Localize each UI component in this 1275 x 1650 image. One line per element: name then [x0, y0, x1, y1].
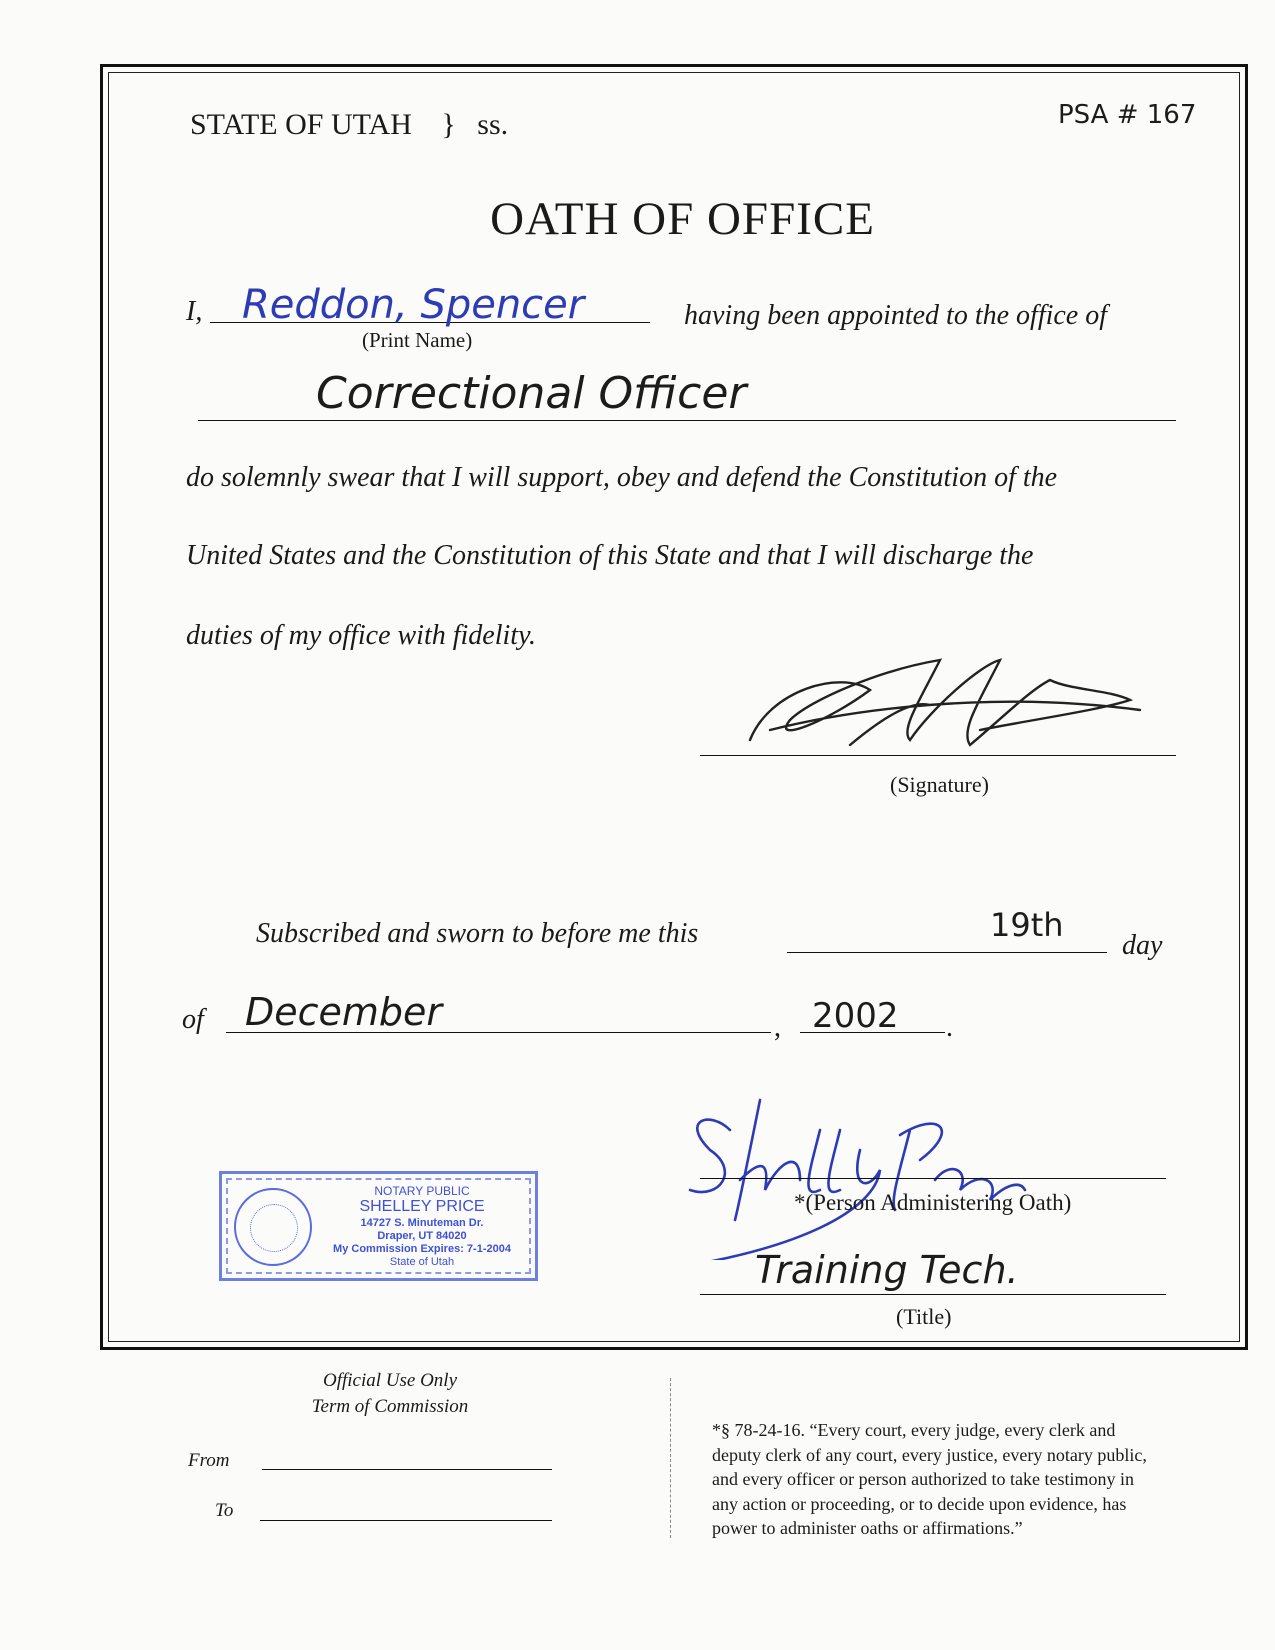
footnote-line-3: and every officer or person authorized to take testimony in: [712, 1469, 1135, 1489]
administering-caption: *(Person Administering Oath): [794, 1190, 1072, 1215]
stamp-line-1: NOTARY PUBLIC: [374, 1184, 470, 1198]
oath-body-line-2: United States and the Constitution of this State and that I will discharge the: [186, 540, 1034, 571]
of-label: of: [182, 1004, 204, 1035]
document-title: OATH OF OFFICE: [490, 193, 875, 245]
month-value: December: [245, 990, 443, 1034]
i-label: I,: [186, 296, 203, 327]
oath-body-line-3: duties of my office with fidelity.: [186, 620, 536, 651]
term-of-commission-heading: Term of Commission: [311, 1396, 469, 1417]
ss-label: ss.: [477, 108, 509, 141]
statute-footnote: [712, 1418, 1147, 1541]
title-caption: (Title): [896, 1304, 952, 1329]
appointed-text: having been appointed to the office of: [684, 300, 1108, 331]
to-line: [260, 1520, 552, 1521]
stamp-line-6: State of Utah: [389, 1256, 455, 1268]
stamp-line-2: SHELLEY PRICE: [359, 1198, 485, 1215]
administering-line: [700, 1178, 1166, 1179]
to-label: To: [215, 1500, 234, 1521]
office-line: [198, 420, 1176, 421]
title-value: Training Tech.: [755, 1248, 1019, 1292]
stamp-line-3: 14727 S. Minuteman Dr.: [360, 1217, 484, 1229]
official-use-heading: Official Use Only: [322, 1370, 458, 1391]
state-heading: [190, 108, 508, 142]
document-number: PSA # 167: [1058, 100, 1197, 130]
day-label: day: [1122, 930, 1163, 961]
print-name-value: Reddon, Spencer: [242, 282, 585, 328]
print-name-caption: (Print Name): [362, 328, 473, 352]
state-seal-icon: [234, 1188, 312, 1266]
footnote-line-5: power to administer oaths or affirmations.”: [712, 1518, 1023, 1538]
period: .: [946, 1012, 953, 1043]
oath-body-line-1: do solemnly swear that I will support, obey and defend the Constitution of the: [186, 462, 1058, 493]
day-line: [787, 952, 1107, 953]
comma: ,: [774, 1012, 781, 1043]
from-label: From: [188, 1450, 230, 1471]
section-divider: [670, 1378, 671, 1538]
day-value: 19th: [990, 906, 1064, 944]
year-value: 2002: [812, 996, 899, 1036]
administrator-signature-drawing: [650, 1090, 1030, 1260]
from-line: [262, 1469, 552, 1470]
state-label: STATE OF UTAH: [190, 108, 412, 141]
brace: }: [441, 108, 456, 141]
stamp-line-5: My Commission Expires: 7-1-2004: [333, 1243, 511, 1255]
stamp-line-4: Draper, UT 84020: [377, 1230, 467, 1242]
footnote-line-4: any action or proceeding, or to decide upon evidence, has: [712, 1493, 1127, 1514]
signature-caption: (Signature): [890, 772, 989, 797]
office-value: Correctional Officer: [316, 368, 747, 419]
footnote-line-1: *§ 78-24-16. “Every court, every judge, every clerk and: [712, 1420, 1116, 1440]
notary-stamp: [219, 1171, 538, 1281]
subscribed-text: Subscribed and sworn to before me this: [256, 918, 699, 949]
footnote-line-2: deputy clerk of any court, every justice, every notary public,: [712, 1444, 1147, 1465]
officer-signature-drawing: [730, 650, 1150, 760]
title-line: [700, 1294, 1166, 1295]
signature-line: [700, 755, 1176, 756]
